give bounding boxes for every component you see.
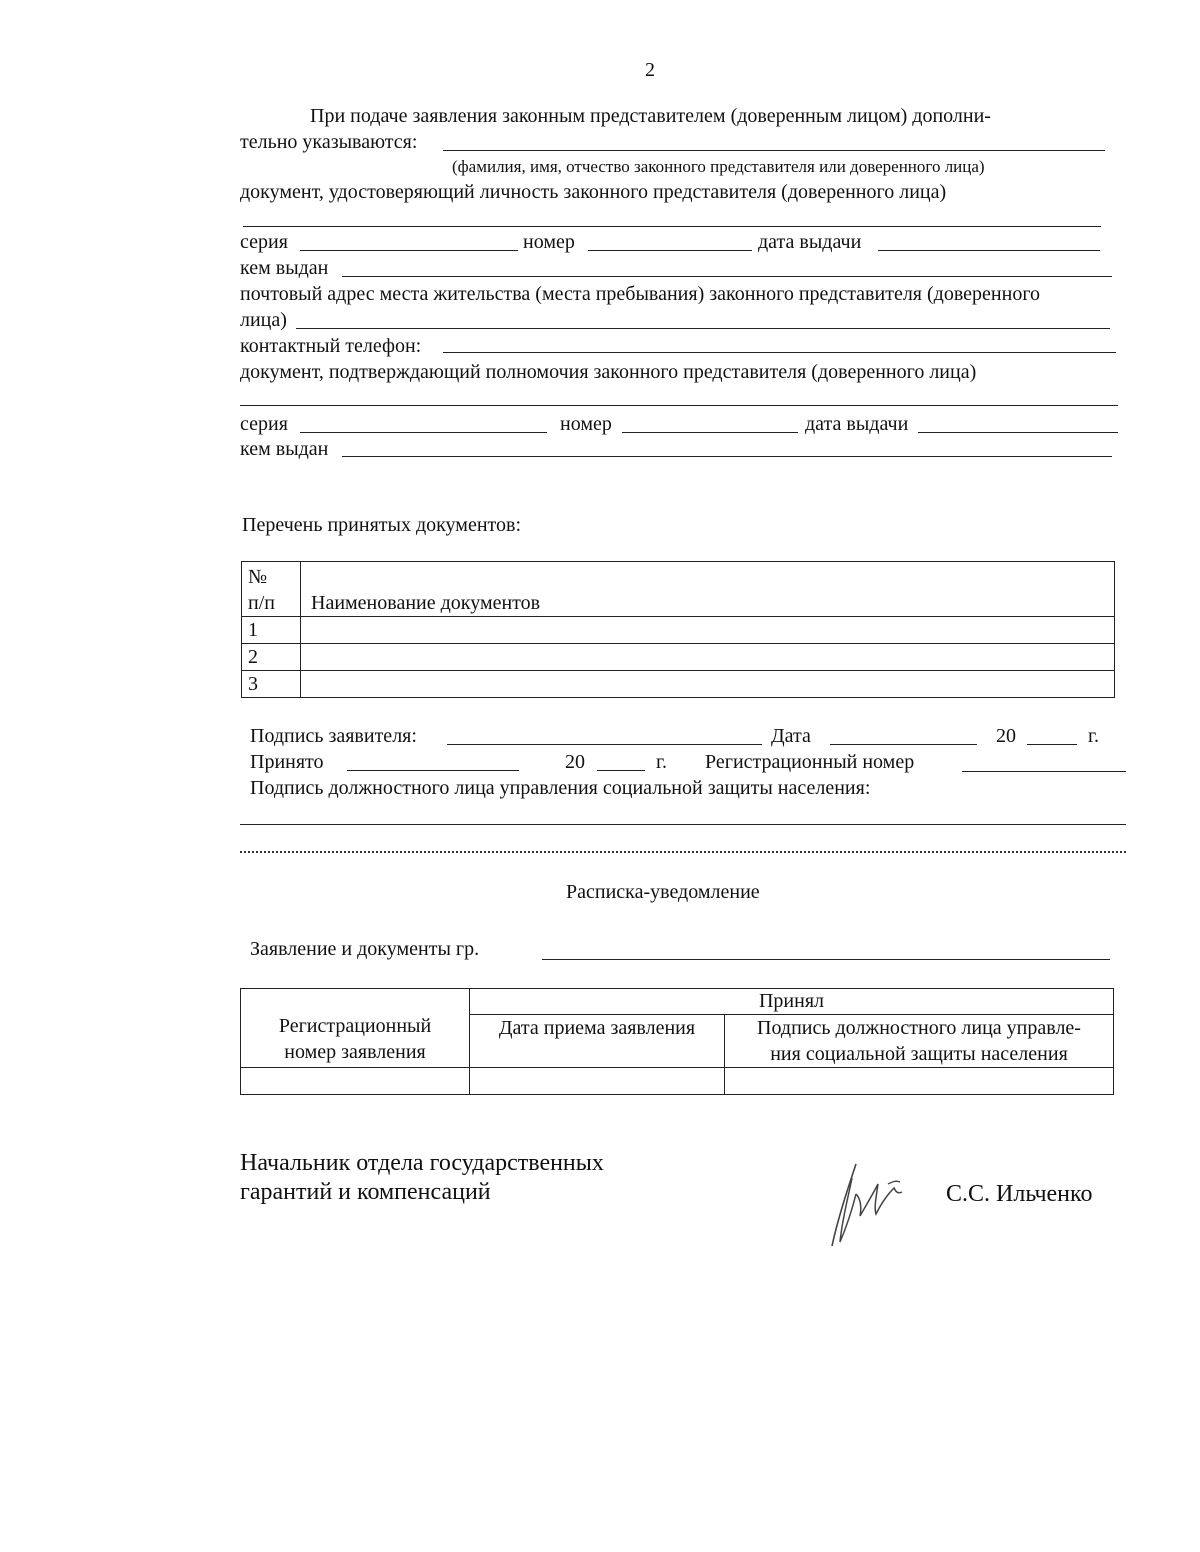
handwritten-signature [818, 1158, 914, 1254]
address-label-line2: лица) [240, 309, 287, 331]
documents-table-header [242, 562, 1115, 617]
id-number-field[interactable] [588, 250, 752, 251]
id-issue-date-field[interactable] [878, 250, 1100, 251]
authority-number-field[interactable] [622, 432, 798, 433]
id-document-label: документ, удостоверяющий личность законного представителя (доверенного лица) [240, 181, 947, 203]
col-signature-header [725, 1015, 1114, 1068]
col-date-header: Дата приема заявления [470, 1015, 725, 1068]
signatory-name: С.С. Ильченко [946, 1181, 1093, 1207]
official-signature-cell[interactable] [725, 1068, 1114, 1095]
receipt-applicant-name-field[interactable] [542, 959, 1110, 960]
id-issue-date-label: дата выдачи [758, 231, 862, 253]
authority-series-field[interactable] [300, 432, 547, 433]
address-label-line1: почтовый адрес места жительства (места пребывания) законного представителя (доверенного [240, 283, 1041, 305]
accepted-year-prefix: 20 [565, 751, 585, 773]
reg-number-field[interactable] [962, 771, 1126, 772]
documents-table [241, 561, 1115, 698]
accepted-date-field[interactable] [347, 770, 519, 771]
representative-name-field[interactable] [443, 150, 1105, 151]
id-series-label: серия [240, 231, 288, 253]
position-title-line1: Начальник отдела государственных [240, 1150, 604, 1176]
representative-intro-line1: При подаче заявления законным представителем (доверенным лицом) дополни- [310, 105, 991, 127]
receipt-statement-label: Заявление и документы гр. [250, 938, 480, 960]
col-number-header [242, 562, 301, 617]
documents-heading: Перечень принятых документов: [242, 514, 522, 536]
table-row [242, 617, 1115, 644]
authority-issued-by-label: кем выдан [240, 438, 329, 460]
col-reg-number-header-line2: номер заявления [284, 1041, 426, 1063]
row-number: 2 [242, 644, 301, 671]
applicant-signature-label: Подпись заявителя: [250, 725, 417, 747]
accepted-label: Принято [250, 751, 324, 773]
year-suffix: г. [1088, 725, 1099, 747]
id-series-field[interactable] [300, 250, 518, 251]
representative-name-hint: (фамилия, имя, отчество законного представителя или доверенного лица) [452, 157, 985, 176]
col-number-header-line2: п/п [248, 592, 275, 614]
row-number: 3 [242, 671, 301, 698]
authority-issue-date-field[interactable] [918, 432, 1118, 433]
year-field[interactable] [1027, 744, 1077, 745]
cut-line [240, 851, 1126, 853]
col-signature-header-line2: ния социальной защиты населения [770, 1043, 1068, 1065]
address-field[interactable] [296, 328, 1110, 329]
receipt-table-header [241, 989, 1114, 1015]
authority-number-label: номер [560, 413, 612, 435]
representative-intro-line2: тельно указываются: [240, 131, 418, 153]
phone-field[interactable] [443, 352, 1116, 353]
document-name-cell[interactable] [301, 644, 1115, 671]
table-row [242, 644, 1115, 671]
col-number-header-line1: № [248, 566, 268, 588]
applicant-signature-field[interactable] [447, 744, 762, 745]
official-signature-label: Подпись должностного лица управления социальной защиты населения: [250, 777, 871, 799]
authority-issue-date-label: дата выдачи [805, 413, 909, 435]
col-signature-header-line1: Подпись должностного лица управле- [757, 1017, 1081, 1039]
document-name-cell[interactable] [301, 671, 1115, 698]
col-name-header: Наименование документов [301, 562, 1115, 617]
date-label: Дата [771, 725, 811, 747]
authority-series-label: серия [240, 413, 288, 435]
col-reg-number-header [241, 989, 470, 1068]
id-number-label: номер [523, 231, 575, 253]
receipt-title: Расписка-уведомление [566, 881, 760, 903]
id-issued-by-field[interactable] [342, 276, 1112, 277]
page-number: 2 [645, 59, 655, 81]
table-row [241, 1068, 1114, 1095]
date-day-month-field[interactable] [830, 744, 977, 745]
reg-number-label: Регистрационный номер [705, 751, 915, 773]
reg-number-cell[interactable] [241, 1068, 470, 1095]
position-title-line2: гарантий и компенсаций [240, 1179, 491, 1205]
row-number: 1 [242, 617, 301, 644]
authority-issued-by-field[interactable] [342, 456, 1112, 457]
accepted-year-suffix: г. [656, 751, 667, 773]
year-prefix: 20 [996, 725, 1016, 747]
id-document-field[interactable] [243, 226, 1101, 227]
authority-document-label: документ, подтверждающий полномочия законного представителя (доверенного лица) [240, 361, 977, 383]
document-name-cell[interactable] [301, 617, 1115, 644]
id-issued-by-label: кем выдан [240, 257, 329, 279]
official-signature-field[interactable] [240, 824, 1126, 825]
receipt-table [240, 988, 1114, 1095]
phone-label: контактный телефон: [240, 335, 422, 357]
accepted-year-field[interactable] [597, 770, 645, 771]
receipt-date-cell[interactable] [470, 1068, 725, 1095]
authority-document-field[interactable] [240, 405, 1118, 406]
accepted-header: Принял [470, 989, 1114, 1015]
col-reg-number-header-line1: Регистрационный [278, 1015, 432, 1037]
table-row [242, 671, 1115, 698]
